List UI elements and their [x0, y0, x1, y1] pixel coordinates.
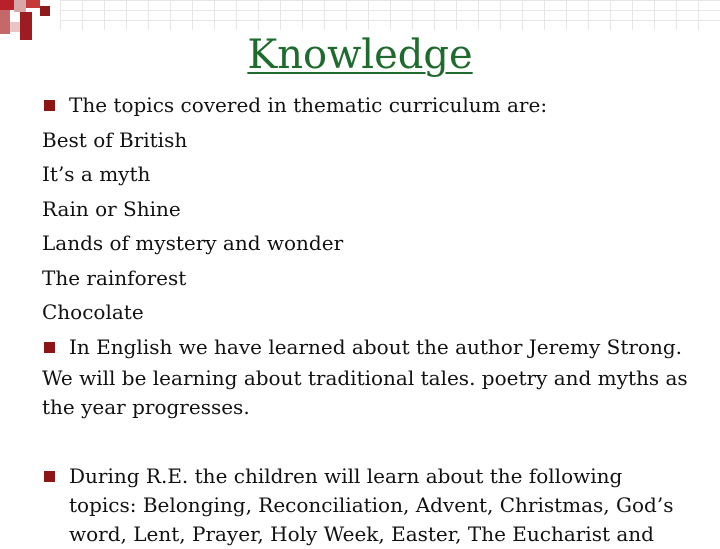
topic-item: It’s a myth: [42, 162, 151, 186]
decorative-square: [26, 0, 40, 8]
slide-title-container: [0, 30, 720, 80]
bullet-item: [42, 88, 692, 123]
decorative-square: [0, 0, 14, 10]
slide-body: [42, 88, 692, 549]
bullet-text: During R.E. the children will learn about the following topics: Belonging, Reconciliation, Advent, Christmas, God’s word, Lent, Prayer, Holy Week, Easter, The Eucharist and: [69, 464, 674, 546]
slide-title: Knowledge: [247, 32, 473, 78]
bullet-text: In English we have learned about the author Jeremy Strong.: [69, 334, 683, 359]
decorative-square: [40, 6, 50, 16]
bullet-item: [42, 330, 692, 365]
square-bullet-icon: [44, 100, 55, 111]
topic-item: Chocolate: [42, 300, 144, 324]
square-bullet-icon: [44, 342, 55, 353]
topic-item: The rainforest: [42, 265, 187, 290]
topic-item: Lands of mystery and wonder: [42, 231, 344, 255]
topic-item: Best of British: [42, 127, 188, 152]
spacer: [42, 422, 692, 462]
decorative-square: [14, 0, 26, 12]
decorative-grid-band: [60, 0, 720, 30]
bullet-item: [42, 462, 692, 549]
square-bullet-icon: [44, 471, 55, 482]
bullet-continuation: We will be learning about traditional tales. poetry and myths as the year progresses.: [42, 366, 688, 419]
bullet-text: The topics covered in thematic curriculum are:: [69, 93, 548, 117]
topic-item: Rain or Shine: [42, 196, 181, 221]
